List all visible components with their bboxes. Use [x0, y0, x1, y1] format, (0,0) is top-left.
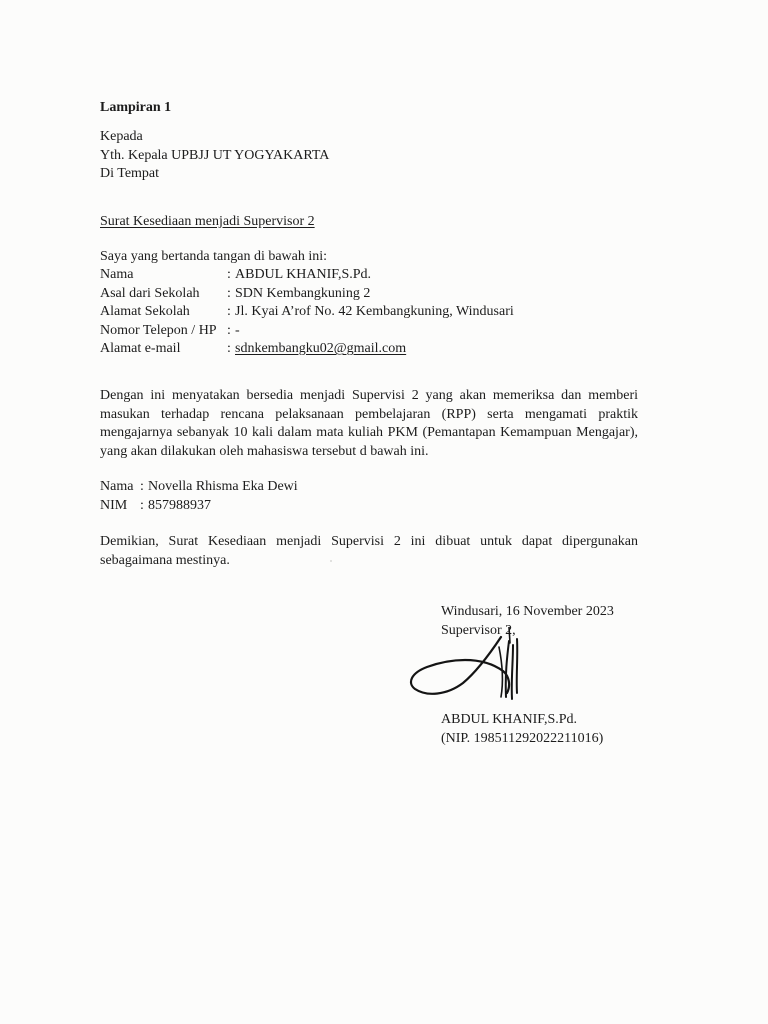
statement-line: masukan terhadap rencana pelaksanaan pembelajaran (RPP) serta mengamati praktik [100, 406, 638, 422]
identity-row [100, 303, 514, 322]
colon: : [227, 267, 231, 282]
student-value: 857988937 [148, 497, 211, 513]
identity-value: Jl. Kyai A’rof No. 42 Kembangkuning, Windusari [235, 304, 514, 319]
recipient-block [100, 128, 329, 184]
statement-line: mengajarnya sebanyak 10 kali dalam mata kuliah PKM (Pemantapan Kemampuan Mengajar), [100, 425, 638, 440]
statement-line: Dengan ini menyatakan bersedia menjadi Supervisi 2 yang akan memeriksa dan memberi [100, 388, 638, 403]
student-value: Novella Rhisma Eka Dewi [148, 479, 298, 494]
colon: : [227, 322, 231, 338]
signer-role: Supervisor 2, [441, 622, 516, 638]
identity-table [100, 266, 514, 359]
colon: : [227, 285, 231, 301]
identity-value: - [235, 322, 240, 338]
recipient-line: Di Tempat [100, 166, 160, 181]
statement-paragraph [100, 387, 638, 461]
attachment-heading: Lampiran 1 [100, 100, 172, 115]
identity-row [100, 266, 514, 285]
identity-row [100, 285, 514, 304]
student-row [100, 497, 298, 516]
closing-paragraph [100, 533, 638, 570]
identity-value: ABDUL KHANIF,S.Pd. [235, 267, 372, 282]
signer-nip: (NIP. 198511292022211016) [441, 730, 604, 746]
recipient-line: Kepada [100, 129, 143, 144]
place-date: Windusari, 16 November 2023 [441, 604, 614, 619]
identity-label: Alamat e-mail [100, 341, 181, 356]
email-link[interactable]: sdnkembangku02@gmail.com [235, 341, 407, 356]
student-label: NIM [100, 497, 128, 513]
intro-text: Saya yang bertanda tangan di bawah ini: [100, 249, 328, 264]
signer-block [441, 711, 603, 748]
identity-label: Asal dari Sekolah [100, 285, 200, 301]
handwritten-signature [405, 627, 535, 705]
student-label: Nama [100, 479, 134, 494]
recipient-line: Yth. Kepala UPBJJ UT YOGYAKARTA [100, 147, 330, 163]
closing-line: Demikian, Surat Kesediaan menjadi Supervisi 2 ini dibuat untuk dapat dipergunakan [100, 534, 638, 549]
student-table [100, 478, 298, 515]
identity-row [100, 322, 514, 341]
student-row [100, 478, 298, 497]
scan-speck [330, 560, 332, 562]
colon: : [140, 497, 144, 513]
closing-line: sebagaimana mestinya. [100, 552, 230, 568]
identity-value: SDN Kembangkuning 2 [235, 285, 371, 301]
identity-label: Nomor Telepon / HP [100, 322, 217, 338]
colon: : [140, 479, 144, 494]
identity-label: Nama [100, 267, 134, 282]
identity-label: Alamat Sekolah [100, 304, 190, 319]
signer-name: ABDUL KHANIF,S.Pd. [441, 712, 578, 727]
letter-subject: Surat Kesediaan menjadi Supervisor 2 [100, 214, 315, 229]
identity-row [100, 340, 514, 359]
colon: : [227, 304, 231, 319]
colon: : [227, 341, 231, 356]
statement-line: yang akan dilakukan oleh mahasiswa tersebut d bawah ini. [100, 443, 429, 459]
